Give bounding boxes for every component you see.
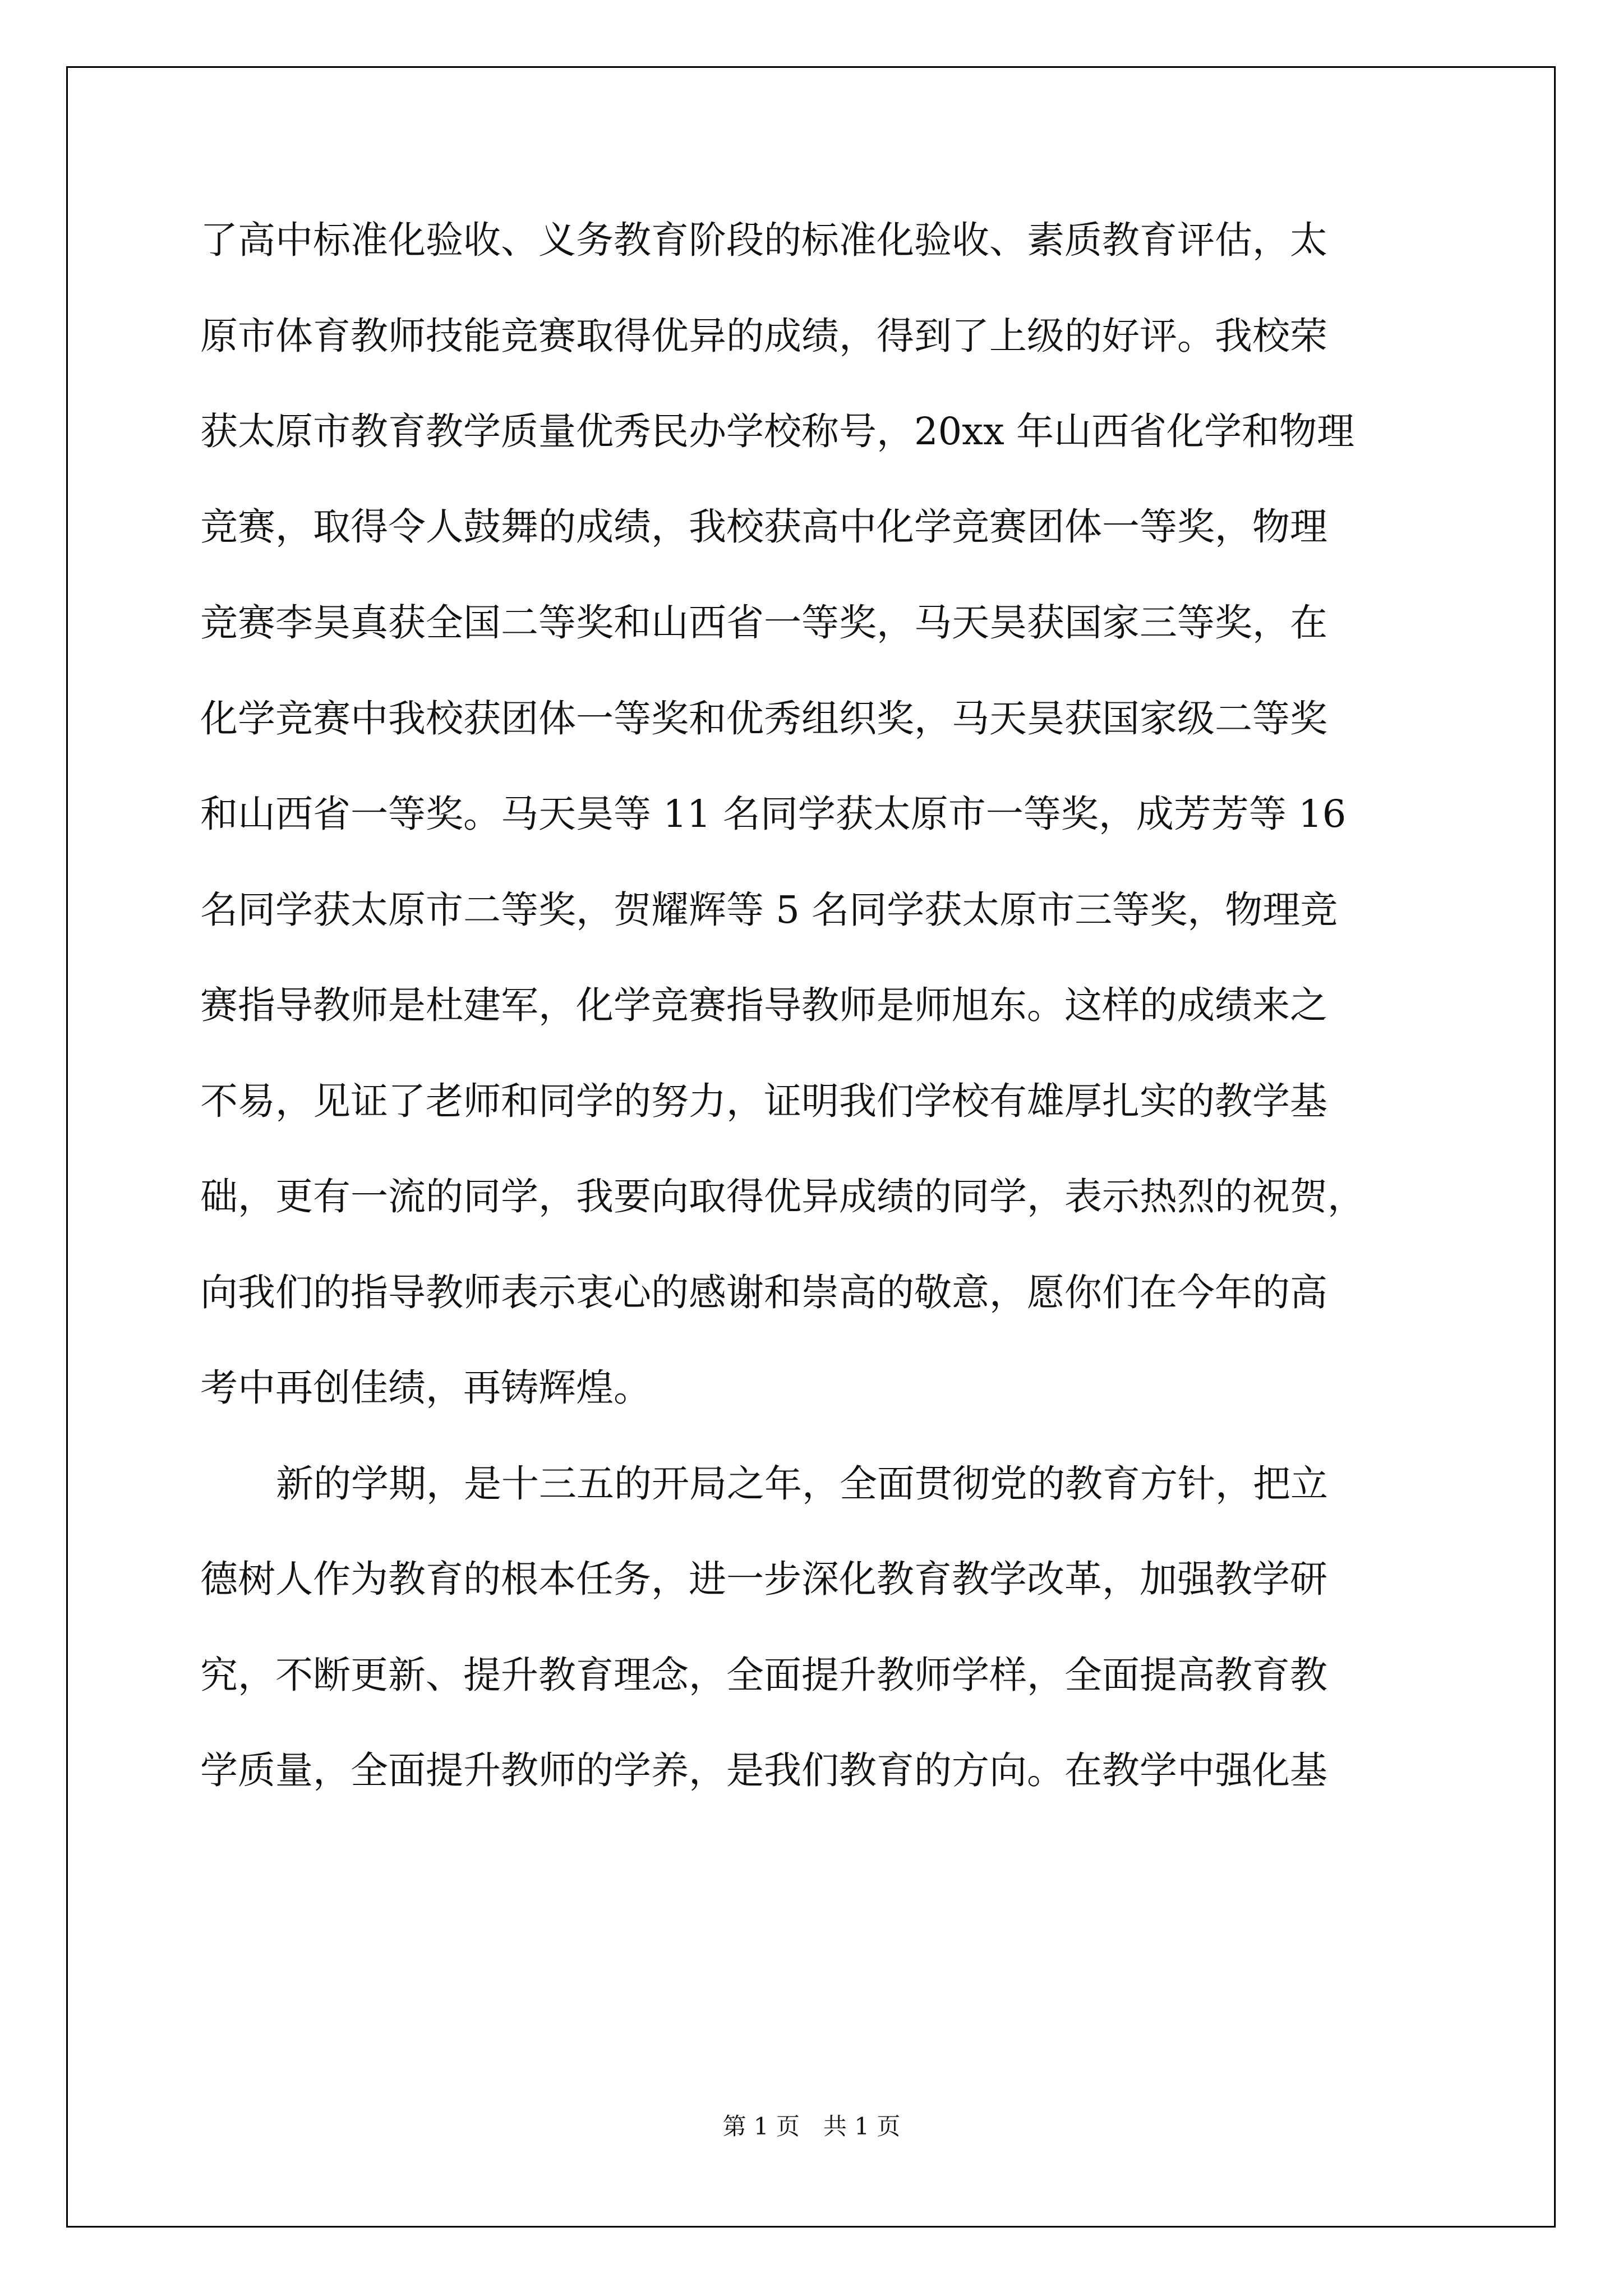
text-line-15: 德树人作为教育的根本任务，进一步深化教育教学改革，加强教学研 xyxy=(200,1557,1327,1601)
text-line-10: 不易，见证了老师和同学的努力，证明我们学校有雄厚扎实的教学基 xyxy=(200,1079,1327,1123)
text-line-17: 学质量，全面提升教师的学养，是我们教育的方向。在教学中强化基 xyxy=(200,1749,1327,1792)
text-line-3: 获太原市教育教学质量优秀民办学校称号，20xx 年山西省化学和物理 xyxy=(200,409,1355,453)
text-line-11: 础，更有一流的同学，我要向取得优异成绩的同学，表示热烈的祝贺， xyxy=(200,1175,1365,1218)
text-line-7: 和山西省一等奖。马天昊等 11 名同学获太原市一等奖，成芳芳等 16 xyxy=(200,792,1347,836)
text-line-5: 竞赛李昊真获全国二等奖和山西省一等奖，马天昊获国家三等奖，在 xyxy=(200,601,1327,645)
text-line-8: 名同学获太原市二等奖，贺耀辉等 5 名同学获太原市三等奖，物理竞 xyxy=(200,888,1338,932)
text-line-13: 考中再创佳绩，再铸辉煌。 xyxy=(200,1366,651,1410)
page-border xyxy=(66,66,1556,2228)
text-line-2: 原市体育教师技能竞赛取得优异的成绩，得到了上级的好评。我校荣 xyxy=(200,314,1327,358)
text-line-4: 竞赛，取得令人鼓舞的成绩，我校获高中化学竞赛团体一等奖，物理 xyxy=(200,505,1327,549)
paragraph-2-first-line: 新的学期，是十三五的开局之年，全面贯彻党的教育方针，把立 xyxy=(276,1462,1328,1506)
text-line-16: 究，不断更新、提升教育理念，全面提升教师学样，全面提高教育教 xyxy=(200,1653,1327,1697)
text-line-1: 了高中标准化验收、义务教育阶段的标准化验收、素质教育评估，太 xyxy=(200,218,1327,262)
page-footer: 第 1 页 共 1 页 xyxy=(722,2113,901,2140)
text-line-9: 赛指导教师是杜建军，化学竞赛指导教师是师旭东。这样的成绩来之 xyxy=(200,983,1327,1027)
text-line-6: 化学竞赛中我校获团体一等奖和优秀组织奖，马天昊获国家级二等奖 xyxy=(200,697,1327,740)
text-line-12: 向我们的指导教师表示衷心的感谢和崇高的敬意，愿你们在今年的高 xyxy=(200,1271,1327,1314)
